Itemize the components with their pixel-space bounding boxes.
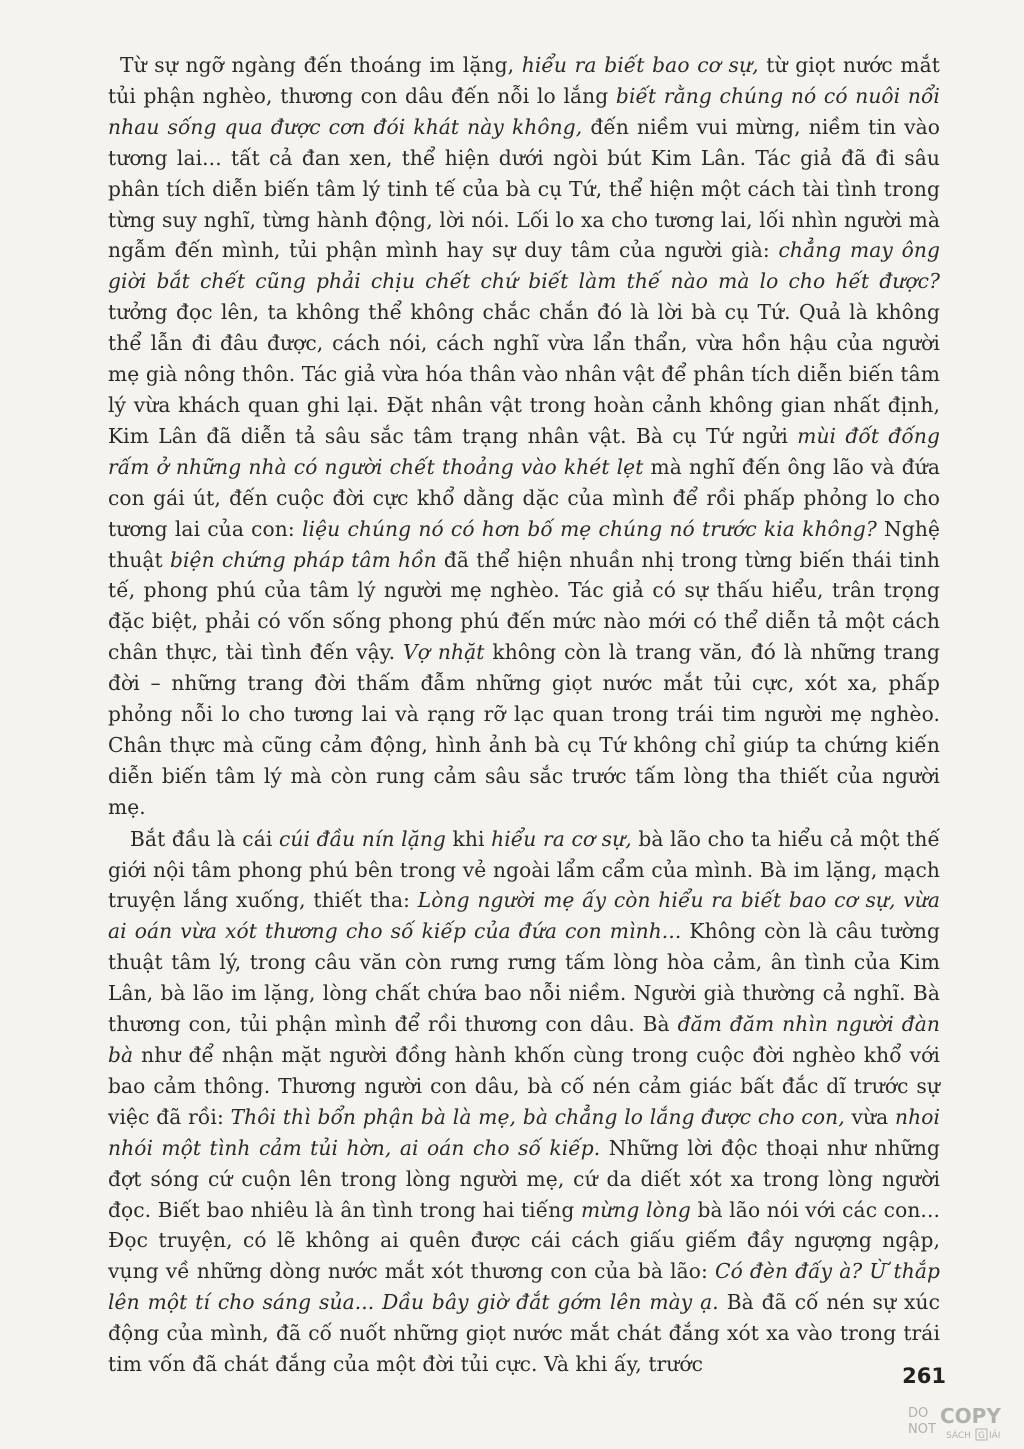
italic-quote: hiểu ra cơ sự,: [491, 826, 632, 851]
text-run: từ giọt nước mắt tủi phận nghèo, thương con dâu đến nỗi lo lắng: [108, 53, 940, 108]
text-run: bà lão cho ta hiểu cả một thế giới nội tâm phong phú bên trong vẻ ngoài lẩm cẩm của mình. Bà im lặng, mạch truyện lắng xuống, thiết tha:: [108, 826, 940, 913]
text-run: khi: [445, 826, 492, 851]
italic-quote: mùi đốt đống rấm ở những nhà có người chết thoảng vào khét lẹt: [108, 423, 940, 479]
text-run: Từ sự ngỡ ngàng đến thoáng im lặng,: [120, 53, 522, 77]
watermark-brand-left: SÁCH: [946, 1431, 971, 1441]
italic-quote: biết rằng chúng nó có nuôi nổi nhau sống qua được cơn đói khát này không,: [108, 83, 940, 139]
watermark-svg: [906, 1401, 1010, 1441]
text-run: tưởng đọc lên, ta không thể không chắc chắn đó là lời bà cụ Tứ. Quả là không thể lẫn đi đâu được, cách nói, cách nghĩ vừa lẩn thẩn, vừa hồn hậu của người mẹ già nông thôn. Tác giả vừa hóa thân vào nhân vật để phân tích diễn biến tâm lý vừa khách quan ghi lại. Đặt nhân vật trong hoàn cảnh không gian nhất định, Kim Lân đã diễn tả sâu sắc tâm trạng nhân vật. Bà cụ Tứ ngửi: [108, 300, 940, 448]
document-body: [108, 50, 940, 1380]
italic-quote: đăm đăm nhìn người đàn bà: [108, 1012, 940, 1067]
page-number: 261: [902, 1364, 946, 1388]
text-run: Bắt đầu là cái: [130, 826, 279, 851]
italic-quote: mừng lòng: [580, 1197, 691, 1222]
italic-quote: Lòng người mẹ ấy còn hiểu ra biết bao cơ sự, vừa ai oán vừa xót thương cho số kiếp của đứa con mình...: [108, 888, 940, 944]
text-run: Bà đã cố nén sự xúc động của mình, đã cố nuốt những giọt nước mắt chát đắng xót xa vào trong trái tim vốn đã chát đắng của một đời tủi cực. Và khi ấy, trước: [108, 1290, 940, 1377]
italic-quote: hiểu ra biết bao cơ sự,: [521, 53, 759, 77]
watermark-do: DO: [908, 1406, 929, 1421]
text-run: không còn là trang văn, đó là những trang đời – những trang đời thấm đẫm những giọt nước mắt tủi cực, xót xa, phấp phỏng nỗi lo cho tương lai và rạng rỡ lạc quan trong trái tim người mẹ nghèo. Chân thực mà cũng cảm động, hình ảnh bà cụ Tứ không chỉ giúp ta chứng kiến diễn biến tâm lý mà còn rung cảm sâu sắc trước tấm lòng tha thiết của người mẹ.: [108, 640, 940, 819]
text-run: đã thể hiện nhuần nhị trong từng biến thái tinh tế, phong phú của tâm lý người mẹ nghèo. Tác giả có sự thấu hiểu, trân trọng đặc biệt, phải có vốn sống phong phú đến mức nào mới có thể diễn tả một cách chân thực, tài tình đến vậy.: [108, 547, 940, 665]
text-run: mà nghĩ đến ông lão và đứa con gái út, đến cuộc đời cực khổ dằng dặc của mình để rồi phấp phỏng lo cho tương lai của con:: [108, 454, 940, 541]
watermark-brand-mid: G: [978, 1431, 985, 1441]
italic-quote: biện chứng pháp tâm hồn: [169, 547, 437, 572]
text-run: Nghệ thuật: [108, 516, 940, 572]
italic-quote: cúi đầu nín lặng: [278, 826, 446, 851]
watermark-not: NOT: [908, 1422, 936, 1437]
watermark-logo: [906, 1401, 1010, 1441]
italic-quote: liệu chúng nó có hơn bố mẹ chúng nó trước kia không?: [302, 516, 877, 541]
text-run: như để nhận mặt người đồng hành khốn cùng trong cuộc đời nghèo khổ với bao cảm thông. Thương người con dâu, bà cố nén cảm giác bất đắc dĩ trước sự việc đã rồi:: [108, 1043, 940, 1129]
italic-quote: nhoi nhói một tình cảm tủi hờn, ai oán cho số kiếp.: [108, 1104, 940, 1160]
text-run: đến niềm vui mừng, niềm tin vào tương lai... tất cả đan xen, thể hiện dưới ngòi bút Kim Lân. Tác giả đã đi sâu phân tích diễn biến tâm lý tinh tế của bà cụ Tứ, thể hiện một cách tài tình trong từng suy nghĩ, từng hành động, lời nói. Lối lo xa cho tương lai, lối nhìn người mà ngẫm đến mình, tủi phận mình hay sự duy tâm của người già:: [108, 114, 940, 263]
text-run: Những lời độc thoại như những đợt sóng cứ cuộn lên trong lòng người mẹ, cứ da diết xót xa trong lòng người đọc. Biết bao nhiêu là ân tình trong hai tiếng: [108, 1135, 940, 1222]
italic-quote: Có đèn đấy à? Ừ thắp lên một tí cho sáng sủa... Dầu bây giờ đắt gớm lên mày ạ.: [108, 1259, 940, 1315]
italic-quote: Thôi thì bổn phận bà là mẹ, bà chẳng lo lắng được cho con,: [230, 1104, 845, 1129]
text-run: bà lão nói với các con... Đọc truyện, có lẽ không ai quên được cái cách giấu giếm đầy ngượng ngập, vụng về những dòng nước mắt xót thương con của bà lão:: [108, 1197, 940, 1284]
italic-quote: chẳng may ông giời bắt chết cũng phải chịu chết chứ biết làm thế nào mà lo cho hết được?: [108, 238, 940, 294]
text-run: Không còn là câu tường thuật tâm lý, trong câu văn còn rưng rưng tấm lòng hòa cảm, ân tình của Kim Lân, bà lão im lặng, lòng chất chứa bao nỗi niềm. Người già thường cả nghĩ. Bà thương con, tủi phận mình để rồi thương con dâu. Bà: [108, 919, 940, 1037]
paragraph-2: [108, 824, 940, 1380]
text-run: vừa: [844, 1104, 895, 1129]
paragraph-1: [108, 50, 940, 823]
watermark-brand-right: IẢI: [989, 1431, 1001, 1441]
italic-quote: Vợ nhặt: [403, 640, 485, 665]
watermark-copy: COPY: [940, 1404, 1001, 1428]
